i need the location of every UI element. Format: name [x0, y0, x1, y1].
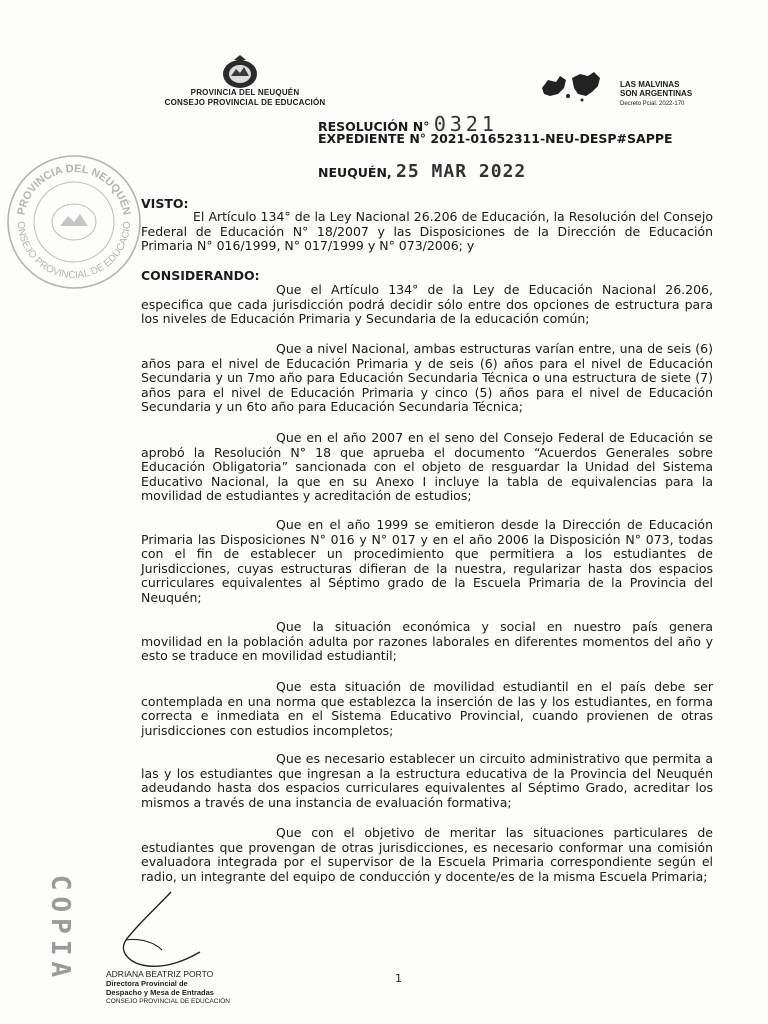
handwritten-signature	[96, 888, 216, 978]
resolution-number: 0321	[433, 112, 498, 136]
page-number: 1	[395, 972, 402, 985]
official-seal	[4, 152, 144, 292]
seal-bottom-text: ONSEJO PROVINCIAL DE EDUCACIÓ	[14, 221, 134, 282]
org-name-council: CONSEJO PROVINCIAL DE EDUCACIÓN	[164, 98, 326, 107]
signer-role-2: Despacho y Mesa de Entradas	[106, 988, 214, 997]
malvinas-line2: SON ARGENTINAS	[620, 89, 693, 98]
paragraph-4: Que en el año 1999 se emitieron desde la Dirección de Educación Primaria las Disposiciones N° 016 y N° 017 y en el año 2006 la Disposición N° 073, todas con el fin de establecer un procedimiento que permitiera a los estudiantes de Jurisdicciones, cuyas estructuras difieran de la nuestra, regularizar hasta dos espacios curriculares equivalentes al Séptimo grado de la Escuela Primaria de la Provincia del Neuquén;	[141, 517, 713, 605]
malvinas-decree: Decreto Pcial. 2022-170	[620, 101, 685, 107]
paragraph-2: Que a nivel Nacional, ambas estructuras varían entre, una de seis (6) años para el nivel de Educación Primaria y de seis (6) años para el nivel de Educación Secundaria y un 7mo año para Educación Secundaria Técnica o una estructura de siete (7) años para el nivel de Educación Primaria y cinco (5) años para el nivel de Educación Secundaria y un 6to año para Educación Secundaria Técnica;	[141, 341, 713, 415]
visto-paragraph: El Artículo 134° de la Ley Nacional 26.206 de Educación, la Resolución del Consejo Federal de Educación N° 18/2007 y las Disposiciones de la Dirección de Educación Primaria N° 016/1999, N° 017/1999 y N° 073/2006; y	[141, 209, 713, 254]
place-label: NEUQUÉN,	[318, 165, 392, 180]
visto-heading: VISTO:	[141, 196, 189, 211]
malvinas-line1: LAS MALVINAS	[620, 80, 680, 89]
neuquen-coat-of-arms-icon	[218, 52, 262, 90]
malvinas-islands-icon	[538, 66, 608, 106]
considerando-heading: CONSIDERANDO:	[141, 268, 260, 283]
paragraph-8: Que con el objetivo de meritar las situaciones particulares de estudiantes que provengan de otras jurisdicciones, es necesario conformar una comisión evaluadora integrada por el supervisor de la Escuela Primaria correspondiente según el radio, un integrante del equipo de conducción y docente/es de la misma Escuela Primaria;	[141, 825, 713, 884]
paragraph-5: Que la situación económica y social en nuestro país genera movilidad en la población adulta por razones laborales en diferentes momentos del año y esto se traduce en movilidad estudiantil;	[141, 619, 713, 664]
paragraph-6: Que esta situación de movilidad estudiantil en el país debe ser contemplada en una norma que establezca la inserción de las y los estudiantes, en forma correcta e inmediata en el Sistema Educativo Provincial, cuando provienen de otras jurisdicciones con estudios incompletos;	[141, 679, 713, 738]
signer-role-1: Directora Provincial de	[106, 979, 188, 988]
paragraph-1: Que el Artículo 134° de la Ley de Educación Nacional 26.206, especifica que cada jurisdicción podrá decidir sólo entre dos opciones de estructura para los niveles de Educación Primaria y Secundaria de la educación común;	[141, 282, 713, 327]
resolution-label: RESOLUCIÓN N°	[318, 119, 430, 134]
date-stamp: 25 MAR 2022	[396, 161, 527, 182]
copy-stamp: COPIA	[45, 874, 75, 984]
seal-top-text: PROVINCIA DEL NEUQUÉN	[15, 162, 133, 217]
org-name-province: PROVINCIA DEL NEUQUÉN	[190, 88, 300, 97]
paragraph-7: Que es necesario establecer un circuito administrativo que permita a las y los estudiantes que ingresan a la estructura educativa de la Provincia del Neuquén adeudando hasta dos espacios curriculares equivalentes al Séptimo Grado, acreditar los mismos a través de una instancia de evaluación formativa;	[141, 751, 713, 810]
signer-name: ADRIANA BEATRIZ PORTO	[106, 969, 214, 979]
paragraph-3: Que en el año 2007 en el seno del Consejo Federal de Educación se aprobó la Resolución N° 18 que aprueba el documento “Acuerdos Generales sobre Educación Obligatoria” sancionada con el objeto de resguardar la Unidad del Sistema Educativo Nacional, la que en su Anexo I incluye la tabla de equivalencias para la movilidad de estudiantes y acreditación de estudios;	[141, 430, 713, 504]
expediente-line: EXPEDIENTE N° 2021-01652311-NEU-DESP#SAPPE	[318, 131, 673, 146]
signer-role-3: CONSEJO PROVINCIAL DE EDUCACIÓN	[106, 998, 231, 1005]
